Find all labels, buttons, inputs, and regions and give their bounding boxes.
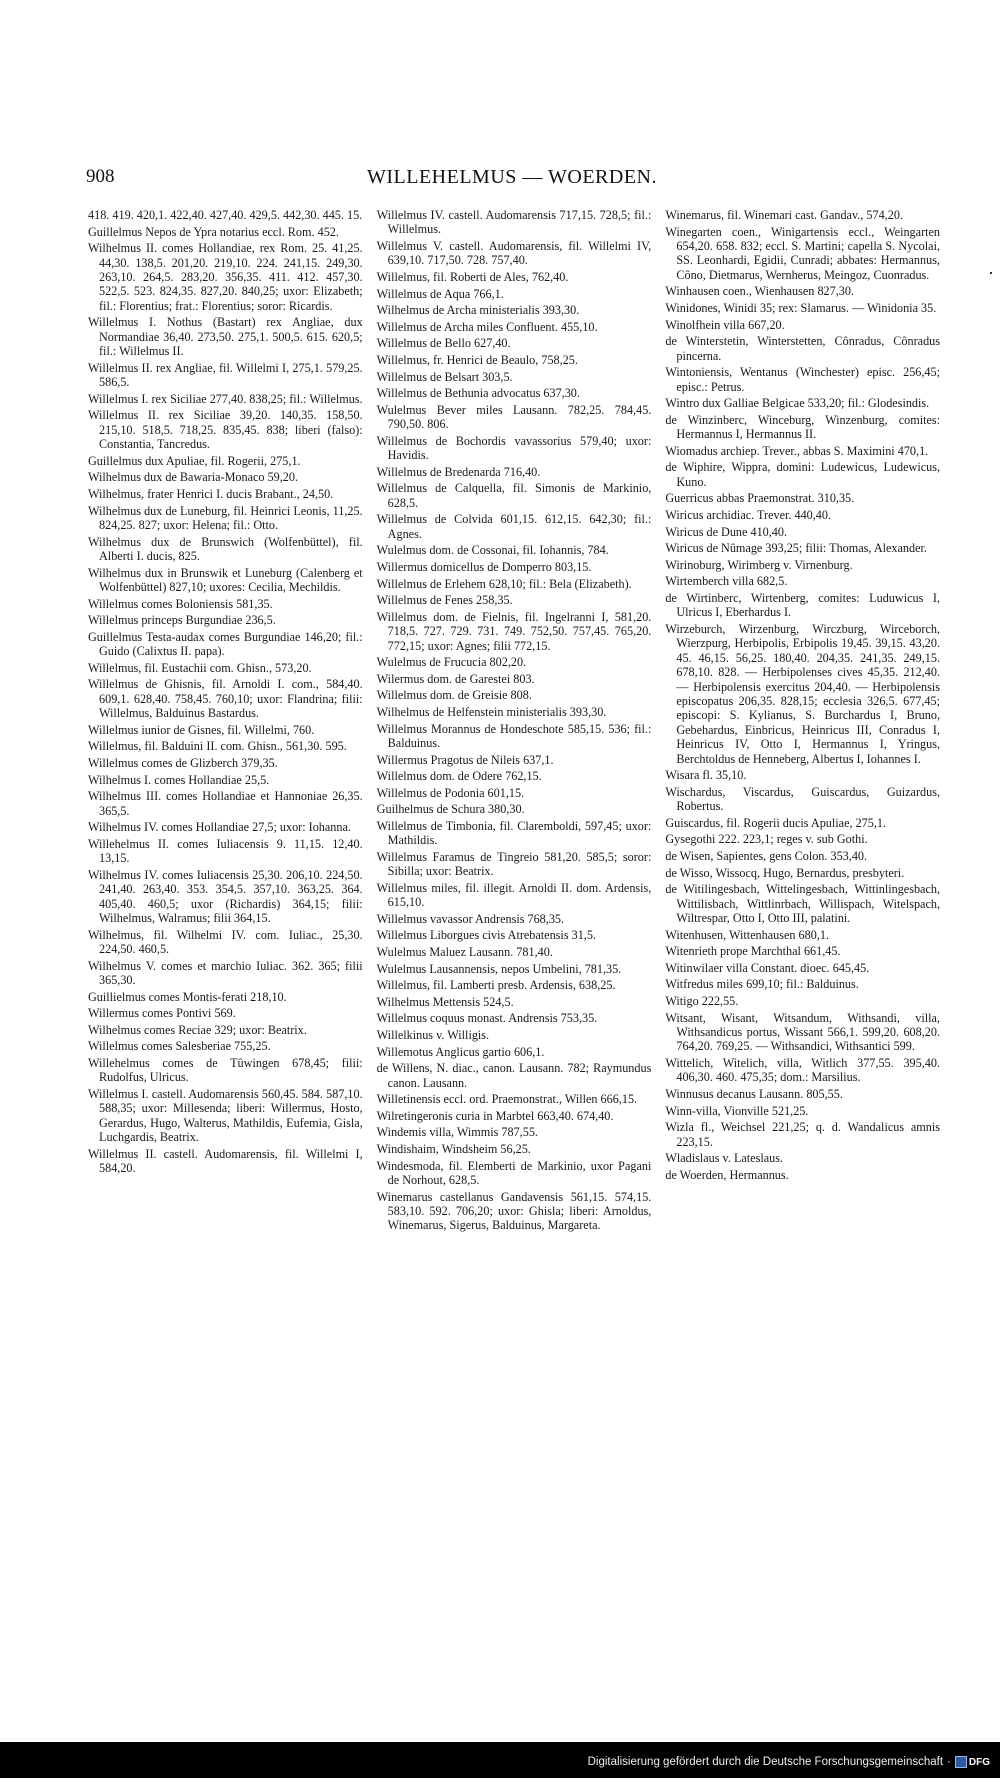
index-entry: Willelmus miles, fil. illegit. Arnoldi II. dom. Ardensis, 615,10. [376, 880, 652, 910]
index-entry: Windemis villa, Wimmis 787,55. [376, 1125, 538, 1140]
index-entry: Wulelmus Maluez Lausann. 781,40. [376, 945, 553, 960]
index-entry: Willelmus I. rex Siciliae 277,40. 838,25; fil.: Willelmus. [88, 391, 363, 406]
index-entry: Willelmus, fr. Henrici de Beaulo, 758,25. [376, 352, 578, 367]
index-entry: Willetinensis eccl. ord. Praemonstrat., Willen 666,15. [376, 1092, 638, 1107]
index-entry: Wilhelmus dux de Brunswich (Wolfenbüttel), fil. Alberti I. ducis, 825. [88, 534, 363, 563]
footer-bar [0, 1742, 1000, 1778]
index-entry: Witenrieth prope Marchthal 661,45. [665, 944, 841, 959]
scan-speck [990, 272, 992, 274]
index-entry: Wulelmus de Frucucia 802,20. [376, 655, 527, 670]
index-entry: Willehelmus II. comes Iuliacensis 9. 11,15. 12,40. 13,15. [88, 836, 363, 866]
index-entry: Willehelmus comes de Tûwingen 678,45; filii: Rudolfus, Ulricus. [88, 1055, 363, 1085]
index-entry: Wiricus archidiac. Trever. 440,40. [665, 507, 832, 522]
index-entry: Winegarten coen., Winigartensis eccl., Weingarten 654,20. 658. 832; eccl. S. Martini; capella S. Nycolai, SS. Leonhardi, Egidii, Cunradi; abbates: Hermannus, Côno, Dietmarus, Wernherus, Meingoz, Cuonradus. [665, 224, 941, 282]
index-entry: Willelmus dom. de Fielnis, fil. Ingelranni I, 581,20. 718,5. 727. 729. 731. 749. 752,50. 757,45. 765,20. 772,15; uxor: Agnes; filii 772,15. [376, 609, 652, 653]
index-column-2 [377, 208, 652, 1235]
index-entry: de Woerden, Hermannus. [665, 1167, 789, 1182]
index-entry: Wittelich, Witelich, villa, Witlich 377,55. 395,40. 406,30. 460. 475,35; dom.: Marsilius. [665, 1055, 941, 1085]
funding-credit: Digitalisierung gefördert durch die Deutsche Forschungsgemeinschaft · DFG [587, 1756, 990, 1768]
index-column-1 [88, 208, 363, 1235]
index-entry: de Wisen, Sapientes, gens Colon. 353,40. [665, 848, 868, 863]
index-entry: Wintoniensis, Wentanus (Winchester) episc. 256,45; episc.: Petrus. [665, 365, 941, 394]
index-entry: Witenhusen, Wittenhausen 680,1. [665, 927, 829, 942]
index-entry: Windesmoda, fil. Elemberti de Markinio, uxor Pagani de Norhout, 628,5. [376, 1158, 652, 1187]
index-entry: Wilhelmus V. comes et marchio Iuliac. 362. 365; filii 365,30. [88, 958, 363, 987]
credit-text: Digitalisierung gefördert durch die Deutsche Forschungsgemeinschaft [587, 1756, 944, 1768]
index-entry: Gysegothi 222. 223,1; reges v. sub Gothi. [665, 832, 868, 847]
index-entry: Wilhelmus, frater Henrici I. ducis Brabant., 24,50. [88, 487, 334, 501]
index-entry: Guillielmus comes Montis-ferati 218,10. [88, 989, 287, 1004]
dfg-logo-text: DFG [968, 1756, 990, 1768]
index-entry: Winn-villa, Vionville 521,25. [665, 1103, 809, 1118]
index-entry: Willelmus, fil. Lamberti presb. Ardensis, 638,25. [376, 978, 616, 993]
index-column-3 [665, 208, 940, 1235]
index-entry: Willelmus I. castell. Audomarensis 560,45. 584. 587,10. 588,35; uxor: Millesenda; liberi: Willermus, Hosto, Gerardus, Hugo, Walterus, Mathildis, Eufemia, Gisla, Luchgardis, Beatrix. [88, 1086, 363, 1145]
index-entry: Willelmus dom. de Odere 762,15. [376, 769, 542, 784]
index-entry: Willelmus, fil. Eustachii com. Ghisn., 573,20. [88, 660, 312, 675]
index-entry: de Witilingesbach, Wittelingesbach, Wittinlingesbach, Wittilisbach, Wittlinrbach, Willispach, Witelspach, Wiltrespar, Otto I, Otto III, palatini. [665, 882, 941, 925]
index-entry: Willelmus de Timbonia, fil. Claremboldi, 597,45; uxor: Mathildis. [376, 818, 652, 848]
index-entry: Winidones, Winidi 35; rex: Slamarus. — Winidonia 35. [665, 301, 937, 315]
index-entry: Wilhelmus III. comes Hollandiae et Hannoniae 26,35. 365,5. [88, 789, 363, 818]
index-entry: Willelmus, fil. Roberti de Ales, 762,40. [376, 270, 569, 284]
dfg-logo [955, 1756, 990, 1768]
index-entry: Guillelmus Nepos de Ypra notarius eccl. Rom. 452. [88, 224, 339, 239]
index-entry: Willelmus Faramus de Tingreio 581,20. 585,5; soror: Sibilla; uxor: Beatrix. [376, 849, 652, 879]
index-entry: Winemarus castellanus Gandavensis 561,15. 574,15. 583,10. 592. 706,20; uxor: Ghisla; liberi: Arnoldus, Winemarus, Sigerus, Balduinus, Margareta. [376, 1189, 652, 1233]
index-entry: Willelmus princeps Burgundiae 236,5. [88, 613, 276, 628]
index-entry: Winemarus, fil. Winemari cast. Gandav., 574,20. [665, 208, 903, 222]
index-entry: de Winzinberc, Winceburg, Winzenburg, comites: Hermannus I, Hermannus II. [665, 412, 941, 442]
index-entry: Willelmus II. rex Angliae, fil. Willelmi I, 275,1. 579,25. 586,5. [88, 360, 363, 390]
index-entry: Willelmus de Ghisnis, fil. Arnoldi I. com., 584,40. 609,1. 628,40. 758,45. 760,10; uxor: Flandrina; filii: Willelmus, Balduinus Bastardus. [88, 677, 363, 721]
index-entry: Wilhelmus dux in Brunswik et Luneburg (Calenberg et Wolfenbüttel) 827,10; uxores: Cecilia, Mechildis. [88, 565, 363, 594]
index-entry: Wulelmus Lausannensis, nepos Umbelini, 781,35. [376, 961, 622, 976]
index-entry: Willermus Pragotus de Nileis 637,1. [376, 752, 554, 767]
index-entry: Wilhelmus dux de Bawaria-Monaco 59,20. [88, 470, 299, 485]
index-entry: Willelmus de Bredenarda 716,40. [376, 464, 541, 479]
index-entry: Willelmus coquus monast. Andrensis 753,35. [376, 1011, 598, 1026]
index-entry: Wulelmus Bever miles Lausann. 782,25. 784,45. 790,50. 806. [376, 402, 652, 432]
index-entry: Wilermus dom. de Garestei 803. [376, 671, 535, 686]
index-entry: Wilretingeronis curia in Marbtel 663,40. 674,40. [376, 1108, 614, 1123]
index-entry: Willelmus comes Boloniensis 581,35. [88, 596, 273, 611]
index-entry: Witigo 222,55. [665, 993, 739, 1008]
index-entry: Witfredus miles 699,10; fil.: Balduinus. [665, 977, 859, 992]
index-entry: Guillelmus dux Apuliae, fil. Rogerii, 275,1. [88, 453, 301, 468]
index-entry: Willelmus II. castell. Audomarensis, fil. Willelmi I, 584,20. [88, 1146, 363, 1176]
index-entry: Wirtemberch villa 682,5. [665, 574, 788, 589]
index-entry: Willelmus I. Nothus (Bastart) rex Angliae, dux Normandiae 36,40. 273,50. 275,1. 500,5. 615. 620,5; fil.: Willelmus II. [88, 315, 363, 359]
index-entry: Wladislaus v. Lateslaus. [665, 1151, 784, 1166]
index-entry: Windishaim, Windsheim 56,25. [376, 1142, 531, 1156]
index-entry: Willermus comes Pontivi 569. [88, 1006, 236, 1021]
index-entry: Wirzeburch, Wirzenburg, Wirczburg, Wirceborch, Wierzpurg, Herbipolis, Erbipolis 19,45. 39,15. 43,20. 45. 46,15. 56,25. 180,40. 204,35. 241,35. 249,15. 678,10. 828. — Herbipolenses cives 45,35. 212,40. — Herbipolensis exercitus 204,40. — Herbipolensis episcopatus 206,35. 828,15; ecclesia 326,5. 677,45; episcopi: S. Kylianus, S. Burchardus I, Bruno, Gebehardus, Einbricus, Heinricus III, Conradus I, Heinricus IV, Otto I, Hermannus I, Yringus, Berchtoldus de Henneberg, Albertus I, Iohannes I. [665, 621, 941, 766]
index-entry: Wischardus, Viscardus, Guiscardus, Guizardus, Robertus. [665, 784, 941, 814]
index-entry: Wilhelmus I. comes Hollandiae 25,5. [88, 772, 270, 787]
index-entry: Wirinoburg, Wirimberg v. Virnenburg. [665, 557, 853, 572]
index-entry: Wisara fl. 35,10. [665, 768, 747, 783]
page-number: 908 [86, 166, 115, 187]
index-entry: Wiricus de Dune 410,40. [665, 524, 788, 539]
index-entry: Willelmus de Archa miles Confluent. 455,10. [376, 319, 598, 334]
index-entry: Willelmus comes de Glizberch 379,35. [88, 755, 278, 770]
index-entry: Wiricus de Nûmage 393,25; filii: Thomas, Alexander. [665, 541, 927, 556]
index-entry: Willelmus de Erlehem 628,10; fil.: Bela (Elizabeth). [376, 576, 632, 591]
index-entry: Willelmus de Bethunia advocatus 637,30. [376, 386, 580, 401]
index-entry: de Winterstetin, Winterstetten, Cônradus, Cônradus pincerna. [665, 334, 941, 363]
index-entry: Willemotus Anglicus gartio 606,1. [376, 1044, 545, 1059]
index-entry: Willelmus de Colvida 601,15. 612,15. 642,30; fil.: Agnes. [376, 512, 652, 541]
index-entry: Wintro dux Galliae Belgicae 533,20; fil.: Glodesindis. [665, 396, 930, 411]
index-entry: Guilhelmus de Schura 380,30. [376, 802, 525, 817]
index-entry: Wilhelmus, fil. Wilhelmi IV. com. Iuliac., 25,30. 224,50. 460,5. [88, 927, 363, 956]
index-entry: Willelmus de Belsart 303,5. [376, 369, 513, 384]
index-entry: Witinwilaer villa Constant. dioec. 645,45. [665, 960, 870, 975]
index-entry: Willelmus de Podonia 601,15. [376, 785, 525, 800]
index-entry: Willelmus V. castell. Audomarensis, fil. Willelmi IV, 639,10. 717,50. 728. 757,40. [376, 239, 652, 268]
index-entry: de Wirtinberc, Wirtenberg, comites: Luduwicus I, Ulricus I, Eberhardus I. [665, 590, 941, 620]
dfg-logo-icon [955, 1756, 967, 1768]
index-entry: Wulelmus dom. de Cossonai, fil. Iohannis, 784. [376, 543, 609, 558]
index-entry: Willelmus iunior de Gisnes, fil. Willelmi, 760. [88, 722, 315, 737]
index-entry: Guiscardus, fil. Rogerii ducis Apuliae, 275,1. [665, 815, 887, 830]
index-entry: Willelmus II. rex Siciliae 39,20. 140,35. 158,50. 215,10. 518,5. 718,25. 835,45. 838; liberi (falso): Constantia, Tancredus. [88, 408, 363, 452]
index-entry: Guillelmus Testa-audax comes Burgundiae 146,20; fil.: Guido (Calixtus II. papa). [88, 629, 363, 659]
index-entry: Willelmus vavassor Andrensis 768,35. [376, 911, 565, 926]
index-entry: Willelkinus v. Willigis. [376, 1028, 490, 1043]
index-entry: Willelmus de Bello 627,40. [376, 336, 511, 351]
index-entry: Wilhelmus II. comes Hollandiae, rex Rom. 25. 41,25. 44,30. 138,5. 201,20. 219,10. 224. 241,15. 249,30. 263,10. 264,5. 283,20. 356,35. 411. 412. 457,30. 522,5. 523. 824,35. 827,20. 840,25; uxor: Elizabeth; fil.: Florentius; frat.: Florentius; soror: Ricardis. [88, 241, 363, 313]
index-entry: de Wisso, Wissocq, Hugo, Bernardus, presbyteri. [665, 865, 905, 880]
index-entry: Willermus domicellus de Domperro 803,15. [376, 559, 592, 574]
index-entry: Winolfhein villa 667,20. [665, 317, 785, 332]
running-title: WILLEHELMUS — WOERDEN. [366, 166, 658, 188]
index-entry: de Wiphire, Wippra, domini: Ludewicus, Ludewicus, Kuno. [665, 460, 941, 489]
index-entry: Willelmus comes Salesberiae 755,25. [88, 1039, 271, 1054]
index-entry: Willelmus dom. de Greisie 808. [376, 688, 532, 703]
index-entry: Willelmus IV. castell. Audomarensis 717,15. 728,5; fil.: Willelmus. [376, 208, 652, 237]
index-entry: Wiomadus archiep. Trever., abbas S. Maximini 470,1. [665, 443, 929, 458]
index-entry: Guerricus abbas Praemonstrat. 310,35. [665, 491, 855, 506]
index-entry: Wilhelmus dux de Luneburg, fil. Heinrici Leonis, 11,25. 824,25. 827; uxor: Helena; fil.: Otto. [88, 503, 363, 532]
index-entry: Winnusus decanus Lausann. 805,55. [665, 1086, 843, 1101]
page-header [86, 166, 938, 192]
index-entry: Willelmus Liborgues civis Atrebatensis 31,5. [376, 928, 596, 943]
index-entry: Willelmus de Bochordis vavassorius 579,40; uxor: Havidis. [376, 433, 652, 463]
index-entry: Wilhelmus de Helfenstein ministerialis 393,30. [376, 704, 607, 719]
index-entry: Wilhelmus Mettensis 524,5. [376, 994, 514, 1009]
index-entry: Wilhelmus IV. comes Hollandiae 27,5; uxor: Iohanna. [88, 820, 351, 835]
index-entry: Witsant, Wisant, Witsandum, Withsandi, villa, Withsandicus portus, Wissant 566,1. 599,20. 608,20. 764,20. 769,25. — Withsandici, Withsantici 599. [665, 1010, 941, 1054]
index-entry: Willelmus de Aqua 766,1. [376, 286, 504, 301]
index-entry: Winhausen coen., Wienhausen 827,30. [665, 284, 855, 299]
index-entry: Willelmus Morannus de Hondeschote 585,15. 536; fil.: Balduinus. [376, 721, 652, 750]
index-entry: Wilhelmus de Archa ministerialis 393,30. [376, 303, 580, 318]
index-entry: Willelmus de Fenes 258,35. [376, 593, 513, 608]
index-entry: Wizla fl., Weichsel 221,25; q. d. Wandalicus amnis 223,15. [665, 1120, 941, 1149]
index-entry: Willelmus, fil. Balduini II. com. Ghisn., 561,30. 595. [88, 739, 347, 754]
index-entry: Willelmus de Calquella, fil. Simonis de Markinio, 628,5. [376, 481, 652, 510]
index-entry: de Willens, N. diac., canon. Lausann. 782; Raymundus canon. Lausann. [376, 1061, 652, 1090]
index-entry: Wilhelmus comes Reciae 329; uxor: Beatrix. [88, 1022, 307, 1037]
index-columns [88, 208, 940, 1235]
index-entry: Wilhelmus IV. comes Iuliacensis 25,30. 206,10. 224,50. 241,40. 263,40. 353. 354,5. 357,10. 363,25. 364. 405,40. 460,5; uxor (Richardis) 364,15; filii: Wilhelmus, Walramus; filii 364,15. [88, 867, 363, 925]
index-entry: 418. 419. 420,1. 422,40. 427,40. 429,5. 442,30. 445. 15. [88, 208, 363, 222]
